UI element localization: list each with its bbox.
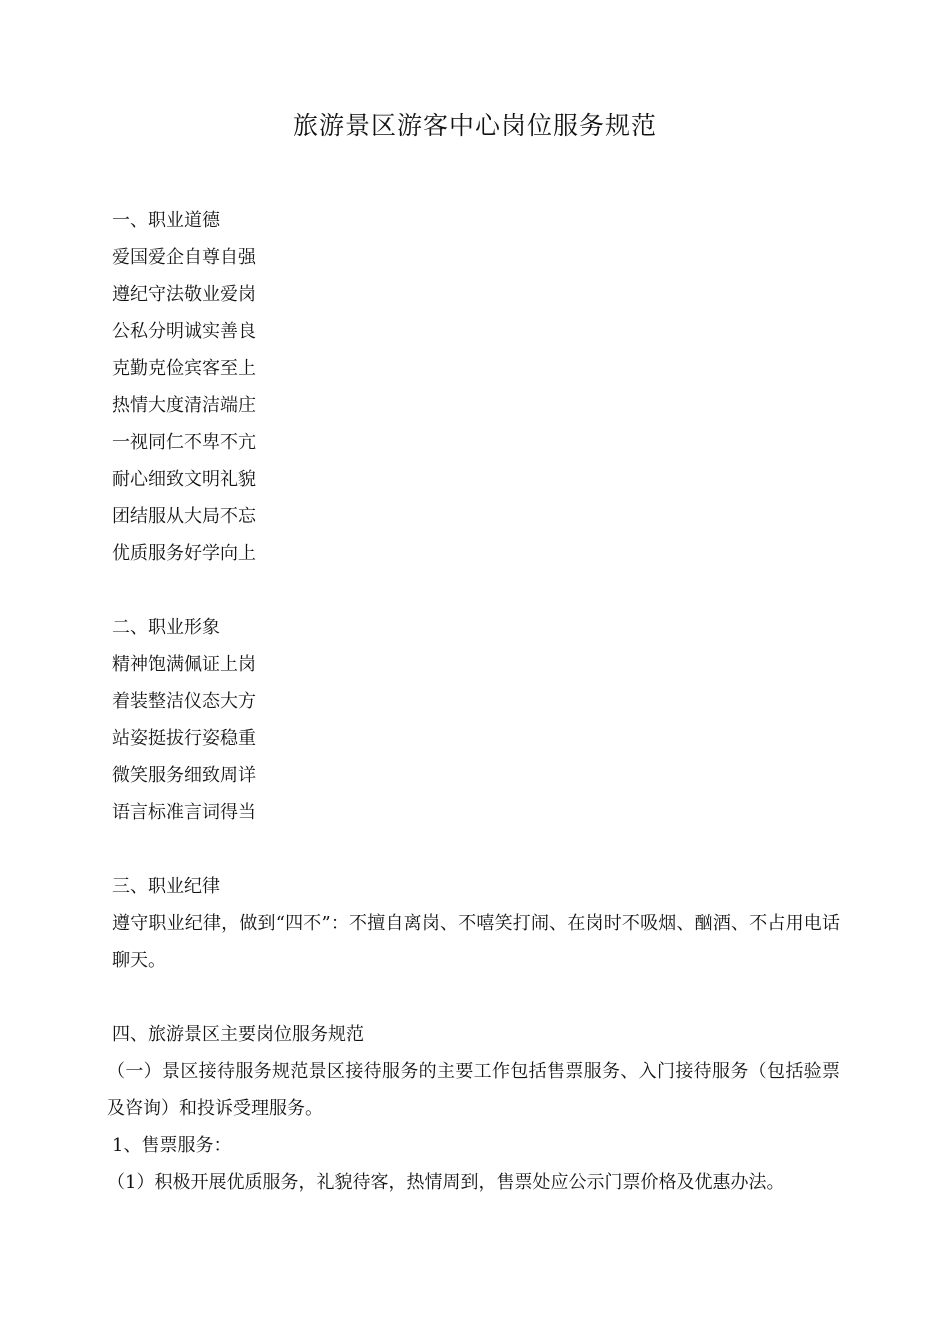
section-heading-post-service-standards: 四、旅游景区主要岗位服务规范 [112, 1024, 364, 1045]
ethics-line: 爱国爱企自尊自强 [112, 247, 256, 268]
ethics-line: 耐心细致文明礼貌 [112, 469, 256, 490]
ethics-line: 优质服务好学向上 [112, 543, 256, 564]
document-body [107, 202, 840, 1201]
ticket-service-item: （1）积极开展优质服务，礼貌待客，热情周到，售票处应公示门票价格及优惠办法。 [107, 1172, 785, 1193]
ethics-line: 遵纪守法敬业爱岗 [112, 284, 256, 305]
section-spacer [112, 572, 840, 609]
section-heading-professional-image: 二、职业形象 [112, 617, 220, 638]
ticket-service-subheading: 1、售票服务： [112, 1135, 232, 1156]
image-line: 微笑服务细致周详 [112, 765, 256, 786]
reception-service-paragraph: （一）景区接待服务规范景区接待服务的主要工作包括售票服务、入门接待服务（包括验票及咨询）和投诉受理服务。 [107, 1061, 840, 1119]
image-line: 站姿挺拔行姿稳重 [112, 728, 256, 749]
ethics-line: 热情大度清洁端庄 [112, 395, 256, 416]
ethics-line: 团结服从大局不忘 [112, 506, 256, 527]
ethics-line: 公私分明诚实善良 [112, 321, 256, 342]
document-title: 旅游景区游客中心岗位服务规范 [292, 111, 657, 140]
image-line: 精神饱满佩证上岗 [112, 654, 256, 675]
section-spacer [112, 831, 840, 868]
image-line: 语言标准言词得当 [112, 802, 256, 823]
section-heading-professional-discipline: 三、职业纪律 [112, 876, 220, 897]
section-spacer [112, 979, 840, 1016]
discipline-paragraph: 遵守职业纪律，做到“四不”：不擅自离岗、不嘻笑打闹、在岗时不吸烟、酗酒、不占用电话聊天。 [112, 913, 840, 971]
image-line: 着装整洁仪态大方 [112, 691, 256, 712]
ethics-line: 克勤克俭宾客至上 [112, 358, 256, 379]
ethics-line: 一视同仁不卑不亢 [112, 432, 256, 453]
section-heading-professional-ethics: 一、职业道德 [112, 210, 220, 231]
